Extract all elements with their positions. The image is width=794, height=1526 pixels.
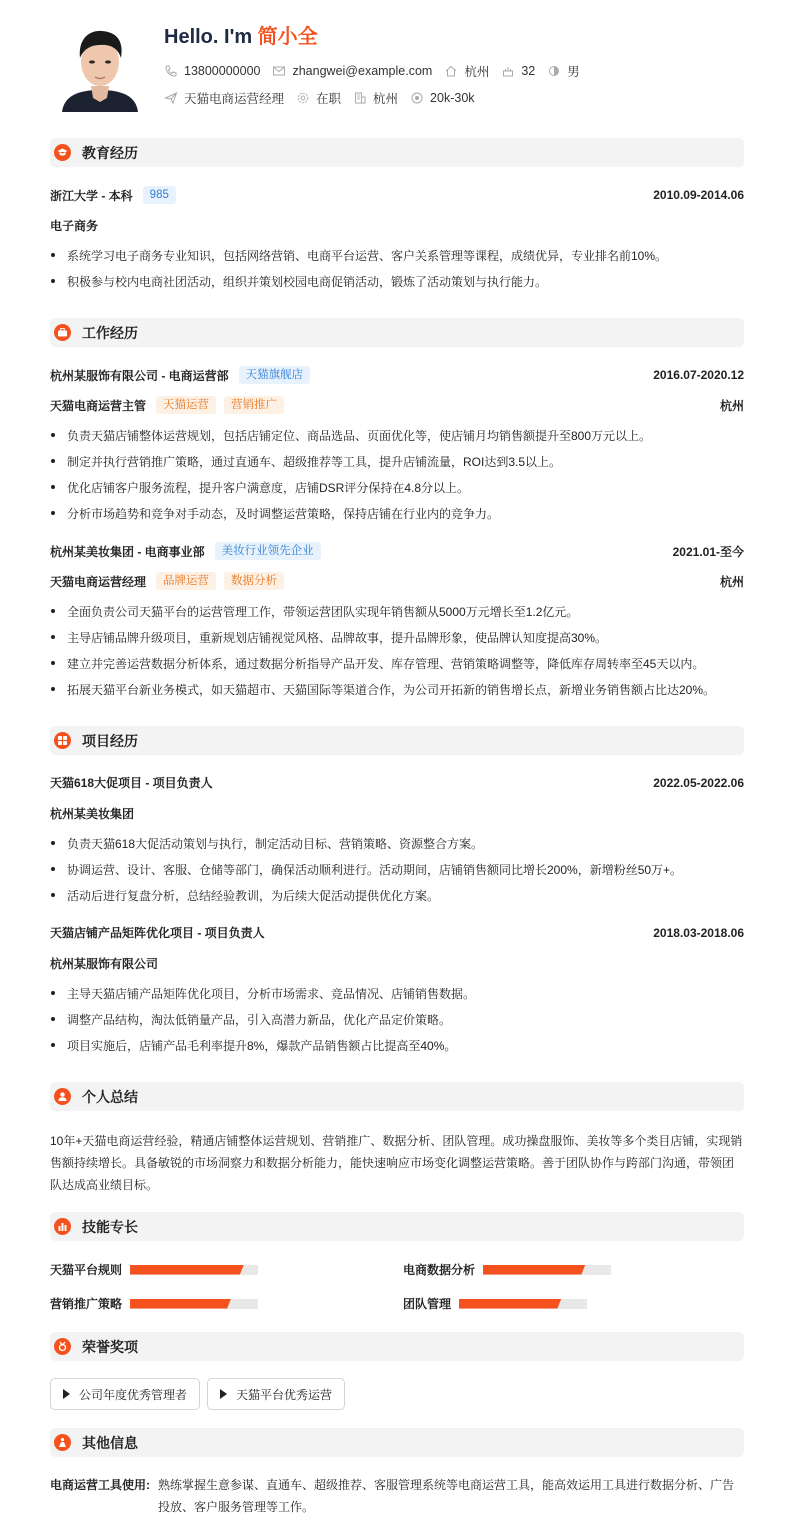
list-item: 拓展天猫平台新业务模式，如天猫超市、天猫国际等渠道合作，为公司开拓新的销售增长点，新增业务销售额占比达20%。 — [50, 681, 744, 698]
phone-item — [164, 64, 260, 78]
play-icon — [63, 1389, 70, 1399]
list-item: 主导天猫店铺产品矩阵优化项目，分析市场需求、竞品情况、店铺销售数据。 — [50, 985, 744, 1002]
section-awards — [50, 1332, 744, 1361]
gender-value: 男 — [567, 65, 580, 79]
greeting — [164, 20, 318, 49]
list-item: 全面负责公司天猫平台的运营管理工作，带领运营团队实现年销售额从5000万元增长至1.2亿元。 — [50, 603, 744, 620]
skill-bar-fill — [130, 1299, 231, 1309]
summary-text: 10年+天猫电商运营经验，精通店铺整体运营规划、营销推广、数据分析、团队管理。成功操盘服饰、美妆等多个类目店铺，实现销售额持续增长。具备敏锐的市场洞察力和数据分析能力，能快速响应市场变化调整运营策略。善于团队协作与跨部门沟通，带领团队达成高业绩目标。 — [50, 1134, 743, 1192]
company-name: 杭州某服饰有限公司 - 电商运营部 — [50, 368, 229, 383]
skill-tag: 营销推广 — [224, 396, 284, 414]
email-item — [272, 64, 432, 78]
home-icon — [444, 64, 458, 78]
section-projects — [50, 726, 744, 755]
target-job-item — [164, 89, 284, 107]
work-city: 杭州 — [719, 398, 744, 413]
list-item: 项目实施后，店铺产品毛利率提升8%，爆款产品销售额占比提高至40%。 — [50, 1037, 744, 1054]
education-major-row — [50, 217, 744, 234]
skill-item — [50, 1295, 258, 1312]
target-city: 杭州 — [373, 92, 399, 106]
mail-icon — [272, 64, 286, 78]
salary-range: 20k-30k — [430, 91, 475, 105]
list-item: 主导店铺品牌升级项目，重新规划店铺视觉风格、品牌故事，提升品牌形象，使品牌认知度提高30%。 — [50, 629, 744, 646]
skill-bar — [130, 1299, 258, 1309]
major: 电子商务 — [50, 219, 99, 233]
project-title: 天猫618大促项目 - 项目负责人 — [50, 776, 213, 790]
project-1-header — [50, 774, 744, 791]
phone-icon — [164, 64, 178, 78]
grid-icon — [54, 732, 71, 749]
skill-tag: 数据分析 — [224, 572, 284, 590]
job-role: 天猫电商运营经理 — [50, 574, 147, 589]
list-item: 优化店铺客户服务流程，提升客户满意度，店铺DSR评分保持在4.8分以上。 — [50, 479, 744, 496]
award-name: 天猫平台优秀运营 — [236, 1387, 333, 1402]
project-title: 天猫店铺产品矩阵优化项目 - 项目负责人 — [50, 926, 265, 940]
skill-bar — [459, 1299, 587, 1309]
list-item: 活动后进行复盘分析，总结经验教训，为后续大促活动提供优化方案。 — [50, 887, 744, 904]
target-job: 天猫电商运营经理 — [184, 92, 285, 106]
section-summary — [50, 1082, 744, 1111]
job-intent-row — [164, 89, 487, 107]
award-name: 公司年度优秀管理者 — [79, 1387, 188, 1402]
list-item: 负责天猫店铺整体运营规划，包括店铺定位、商品选品、页面优化等，使店铺月均销售额提升至800万元以上。 — [50, 427, 744, 444]
award-item — [50, 1378, 200, 1410]
contact-row — [164, 62, 592, 80]
home-city-item — [444, 62, 489, 80]
other-info-row — [50, 1474, 744, 1518]
company-name: 杭州某美妆集团 - 电商事业部 — [50, 544, 205, 559]
education-period: 2010.09-2014.06 — [653, 188, 744, 202]
project-period: 2018.03-2018.06 — [653, 925, 744, 940]
phone-number: 13800000000 — [184, 64, 261, 78]
list-item: 分析市场趋势和竞争对手动态，及时调整运营策略，保持店铺在行业内的竞争力。 — [50, 505, 744, 522]
list-item: 系统学习电子商务专业知识，包括网络营销、电商平台运营、客户关系管理等课程，成绩优异，专业排名前10%。 — [50, 247, 744, 264]
play-icon — [220, 1389, 227, 1399]
other-info-value: 熟练掌握生意参谋、直通车、超级推荐、客服管理系统等电商运营工具，能高效运用工具进行数据分析、广告投放、客户服务管理等工作。 — [158, 1478, 735, 1514]
skill-tag: 天猫运营 — [156, 396, 216, 414]
school-name: 浙江大学 - 本科 — [50, 188, 133, 203]
section-title: 荣誉奖项 — [82, 1338, 138, 1355]
job-role: 天猫电商运营主管 — [50, 398, 147, 413]
skill-item — [50, 1261, 258, 1278]
list-item: 制定并执行营销推广策略，通过直通车、超级推荐等工具，提升店铺流量，ROI达到3.5以上。 — [50, 453, 744, 470]
company-tag: 美妆行业领先企业 — [215, 542, 321, 560]
section-title: 技能专长 — [82, 1218, 138, 1235]
section-title: 其他信息 — [82, 1434, 138, 1451]
education-header — [50, 186, 744, 204]
send-icon — [164, 91, 178, 105]
skill-item — [403, 1295, 587, 1312]
email-address: zhangwei@example.com — [292, 64, 433, 78]
cake-icon — [501, 64, 515, 78]
award-item — [207, 1378, 345, 1410]
school-tag: 985 — [143, 186, 176, 204]
salary-item — [410, 91, 474, 105]
greeting-text: Hello. I'm — [164, 26, 253, 48]
company-tag: 天猫旗舰店 — [239, 366, 311, 384]
list-item: 负责天猫618大促活动策划与执行，制定活动目标、营销策略、资源整合方案。 — [50, 835, 744, 852]
skill-name: 天猫平台规则 — [50, 1263, 123, 1277]
work-1-role-row — [50, 396, 744, 414]
skill-bar-fill — [459, 1299, 561, 1309]
work-2-header — [50, 542, 744, 560]
skill-name: 电商数据分析 — [403, 1263, 476, 1277]
work-2-role-row — [50, 572, 744, 590]
list-item: 建立并完善运营数据分析体系，通过数据分析指导产品开发、库存管理、营销策略调整等，降低库存周转率至45天以内。 — [50, 655, 744, 672]
section-title: 教育经历 — [82, 144, 138, 161]
candidate-name: 简小全 — [257, 26, 318, 48]
other-info-key: 电商运营工具使用: — [50, 1478, 150, 1492]
briefcase-icon — [54, 324, 71, 341]
section-other — [50, 1428, 744, 1457]
section-title: 个人总结 — [82, 1088, 138, 1105]
building-icon — [353, 91, 367, 105]
gender-icon — [547, 64, 561, 78]
age-item — [501, 64, 535, 78]
list-item: 协调运营、设计、客服、仓储等部门，确保活动顺利进行。活动期间，店铺销售额同比增长200%，新增粉丝50万+。 — [50, 861, 744, 878]
project-1-org-row — [50, 805, 744, 822]
work-city: 杭州 — [719, 574, 744, 589]
section-title: 工作经历 — [82, 324, 138, 341]
status-item — [296, 89, 341, 107]
bar-chart-icon — [54, 1218, 71, 1235]
job-status: 在职 — [316, 92, 342, 106]
work-period: 2021.01-至今 — [672, 544, 744, 559]
gender-item — [547, 62, 580, 80]
project-org: 杭州某美妆集团 — [50, 807, 135, 821]
avatar — [58, 22, 142, 112]
skill-bar-fill — [130, 1265, 244, 1275]
project-period: 2022.05-2022.06 — [653, 775, 744, 790]
project-2-org-row — [50, 955, 744, 972]
skill-bar — [483, 1265, 611, 1275]
graduation-cap-icon — [54, 144, 71, 161]
section-title: 项目经历 — [82, 732, 138, 749]
medal-icon — [54, 1338, 71, 1355]
target-city-item — [353, 89, 398, 107]
skill-tag: 品牌运营 — [156, 572, 216, 590]
person-icon — [54, 1434, 71, 1451]
list-item: 积极参与校内电商社团活动，组织并策划校园电商促销活动，锻炼了活动策划与执行能力。 — [50, 273, 744, 290]
section-skills — [50, 1212, 744, 1241]
home-city: 杭州 — [464, 65, 490, 79]
skill-item — [403, 1261, 611, 1278]
work-1-header — [50, 366, 744, 384]
section-education — [50, 138, 744, 167]
list-item: 调整产品结构，淘汰低销量产品，引入高潜力新品，优化产品定价策略。 — [50, 1011, 744, 1028]
gear-icon — [296, 91, 310, 105]
section-work — [50, 318, 744, 347]
work-period: 2016.07-2020.12 — [653, 368, 744, 382]
project-org: 杭州某服饰有限公司 — [50, 957, 159, 971]
user-icon — [54, 1088, 71, 1105]
project-2-header — [50, 924, 744, 941]
skill-name: 营销推广策略 — [50, 1297, 123, 1311]
age-value: 32 — [521, 64, 536, 78]
coin-icon — [410, 91, 424, 105]
skill-bar-fill — [483, 1265, 585, 1275]
skill-name: 团队管理 — [403, 1297, 452, 1311]
skill-bar — [130, 1265, 258, 1275]
